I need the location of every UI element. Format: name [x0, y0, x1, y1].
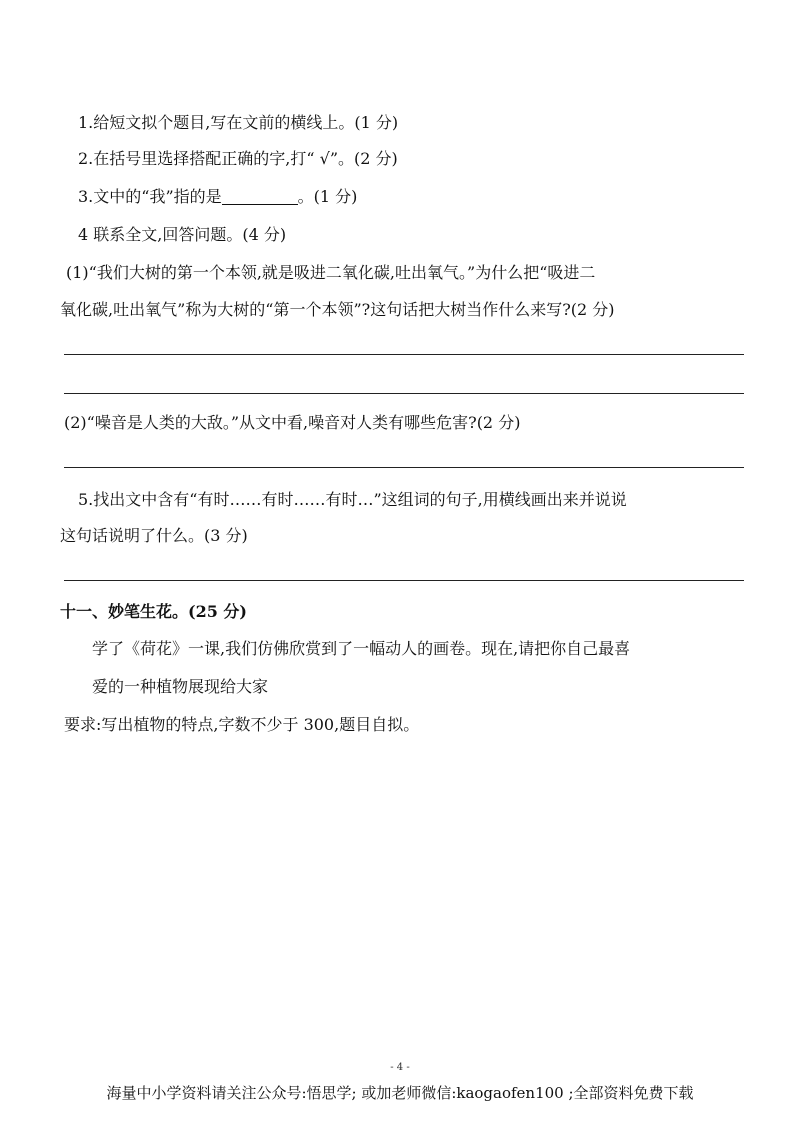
- answer-line-4-1-a: [64, 354, 744, 355]
- question-4-2: (2)“噪音是人类的大敌。”从文中看,噪音对人类有哪些危害?(2 分): [64, 413, 521, 432]
- question-3-suffix: 。(1 分): [297, 187, 358, 206]
- composition-prompt-line1: 学了《荷花》一课,我们仿佛欣赏到了一幅动人的画卷。现在,请把你自己最喜: [92, 639, 631, 658]
- question-4-1-line1: (1)“我们大树的第一个本领,就是吸进二氧化碳,吐出氧气。”为什么把“吸进二: [66, 263, 596, 282]
- question-3: [78, 186, 357, 208]
- question-3-blank: [222, 188, 298, 205]
- answer-line-4-1-b: [64, 393, 744, 394]
- question-4-1-line2: 氧化碳,吐出氧气”称为大树的“第一个本领”?这句话把大树当作什么来写?(2 分): [60, 300, 615, 319]
- answer-line-4-2: [64, 467, 744, 468]
- answer-line-5: [64, 580, 744, 581]
- question-5-line2: 这句话说明了什么。(3 分): [60, 526, 248, 545]
- question-4: 4 联系全文,回答问题。(4 分): [78, 225, 287, 244]
- question-2: 2.在括号里选择搭配正确的字,打“ √”。(2 分): [78, 149, 398, 168]
- composition-prompt-line2: 爱的一种植物展现给大家: [92, 677, 269, 696]
- footer-notice: 海量中小学资料请关注公众号:悟思学; 或加老师微信:kaogaofen100 ;全部资料免费下载: [106, 1084, 694, 1102]
- page-number: - 4 -: [390, 1062, 410, 1073]
- question-5-line1: 5.找出文中含有“有时……有时……有时…”这组词的句子,用横线画出来并说说: [78, 490, 627, 509]
- section-11-heading: 十一、妙笔生花。(25 分): [60, 602, 247, 621]
- composition-requirement: 要求:写出植物的特点,字数不少于 300,题目自拟。: [64, 715, 420, 734]
- question-3-prefix: 3.文中的“我”指的是: [78, 187, 222, 206]
- question-1: 1.给短文拟个题目,写在文前的横线上。(1 分): [78, 113, 399, 132]
